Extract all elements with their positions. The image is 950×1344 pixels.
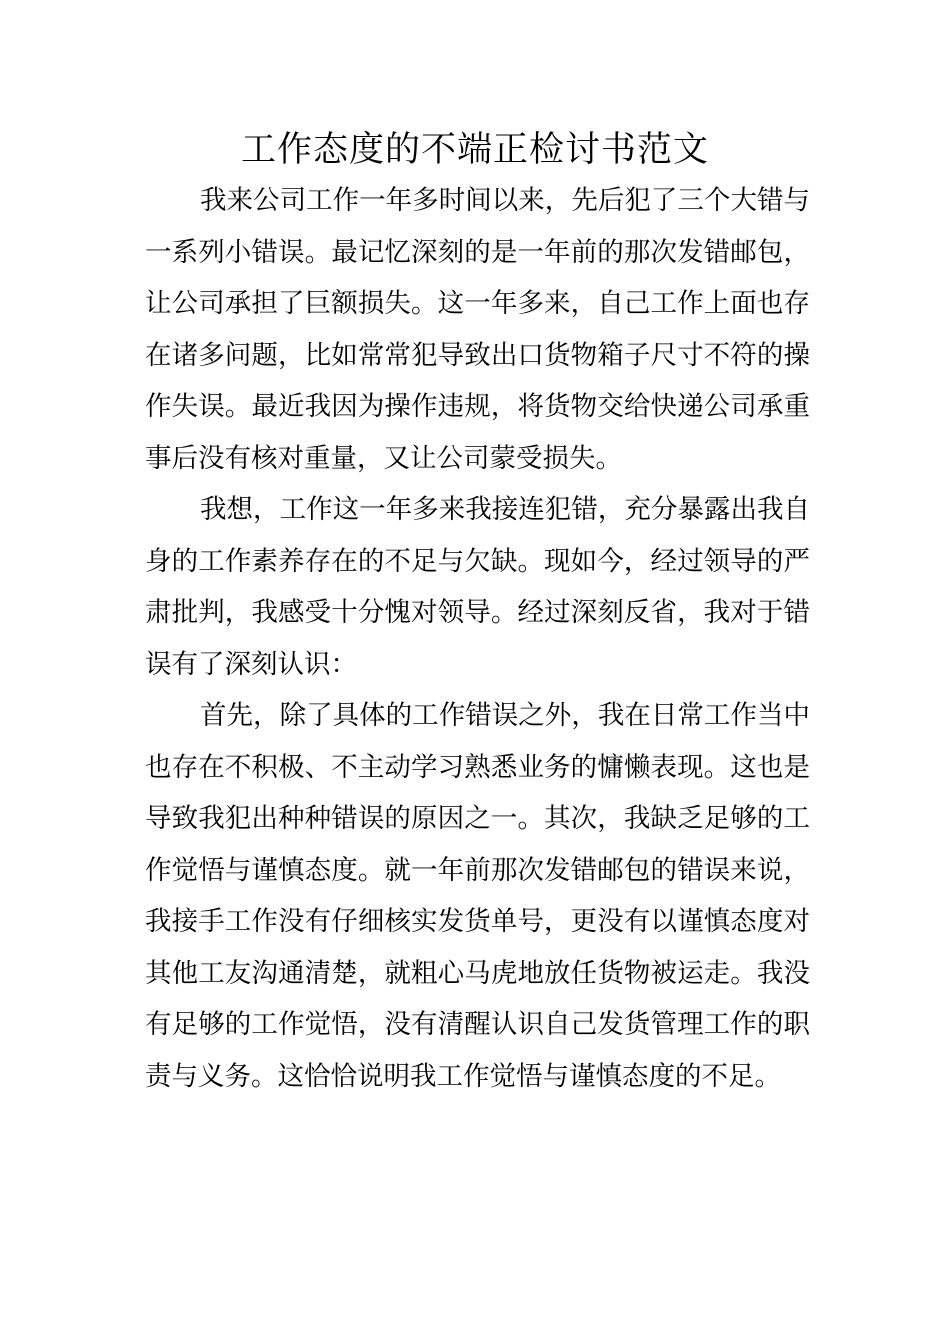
- paragraph-1: 我来公司工作一年多时间以来，先后犯了三个大错与一系列小错误。最记忆深刻的是一年前的那次发错邮包，让公司承担了巨额损失。这一年多来，自己工作上面也存在诸多问题，比如常常犯导致出口货物箱子尺寸不符的操作失误。最近我因为操作违规，将货物交给快递公司承重事后没有核对重量，又让公司蒙受损失。: [145, 185, 810, 474]
- document-body: [145, 175, 810, 1102]
- paragraph-3: 首先，除了具体的工作错误之外，我在日常工作当中也存在不积极、不主动学习熟悉业务的慵懒表现。这也是导致我犯出种种错误的原因之一。其次，我缺乏足够的工作觉悟与谨慎态度。就一年前那次发错邮包的错误来说，我接手工作没有仔细核实发货单号，更没有以谨慎态度对其他工友沟通清楚，就粗心马虎地放任货物被运走。我没有足够的工作觉悟，没有清醒认识自己发货管理工作的职责与义务。这恰恰说明我工作觉悟与谨慎态度的不足。: [145, 700, 810, 1092]
- paragraph-2: 我想，工作这一年多来我接连犯错，充分暴露出我自身的工作素养存在的不足与欠缺。现如今，经过领导的严肃批判，我感受十分愧对领导。经过深刻反省，我对于错误有了深刻认识：: [145, 494, 810, 680]
- document-title: 工作态度的不端正检讨书范文: [240, 130, 709, 170]
